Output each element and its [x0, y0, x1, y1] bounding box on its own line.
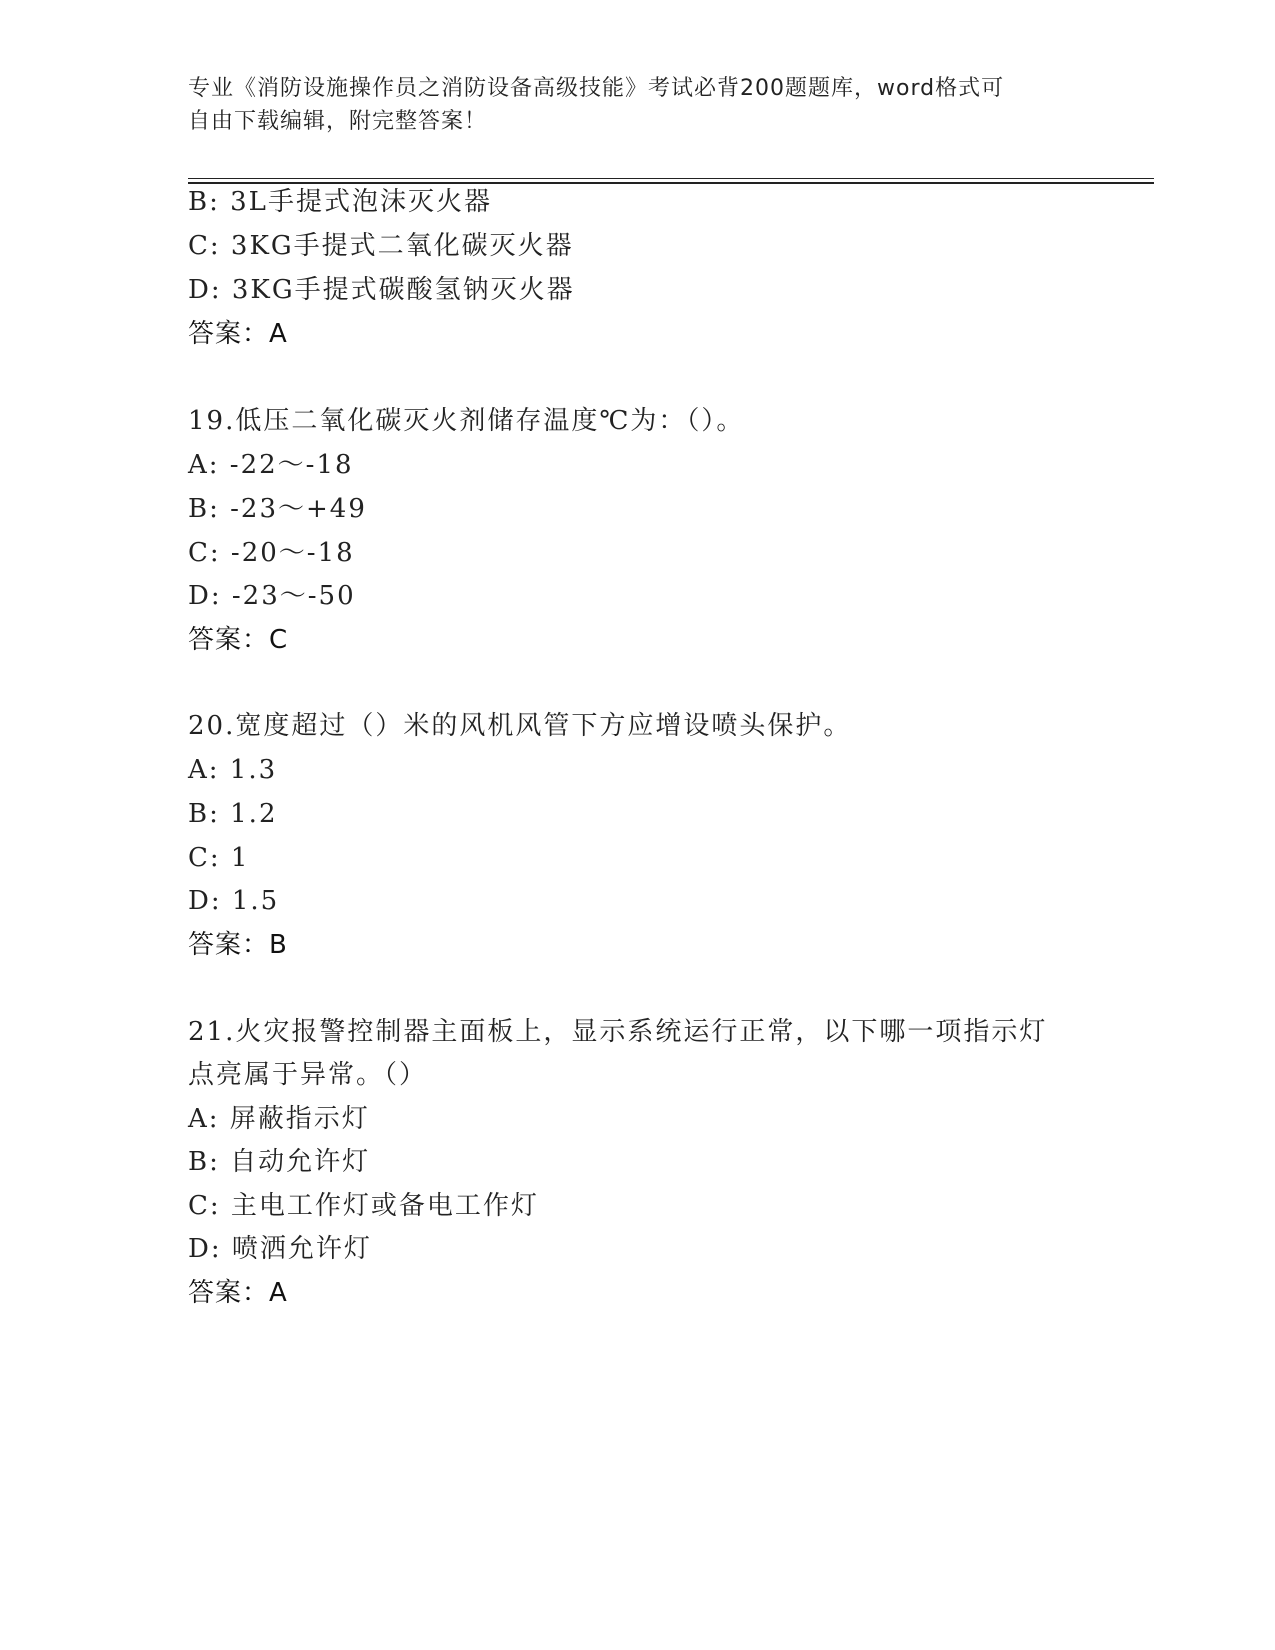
q19-option-b: B: -23～+49	[188, 494, 367, 524]
q21-option-c: C: 主电工作灯或备电工作灯	[188, 1191, 539, 1221]
q20-option-c: C: 1	[188, 843, 250, 873]
prev-answer: 答案：A	[188, 319, 288, 349]
q20-option-b: B: 1.2	[188, 799, 278, 829]
q20-question: 20.宽度超过（）米的风机风管下方应增设喷头保护。	[188, 711, 852, 741]
prev-option-c: C: 3KG手提式二氧化碳灭火器	[188, 231, 574, 261]
prev-option-d: D: 3KG手提式碳酸氢钠灭火器	[188, 275, 575, 305]
q21-question-line-2: 点亮属于异常。（）	[188, 1060, 428, 1090]
header-divider-thin	[188, 178, 1154, 179]
q19-option-d: D: -23～-50	[188, 581, 356, 611]
q19-option-a: A: -22～-18	[188, 450, 354, 480]
q21-option-b: B: 自动允许灯	[188, 1147, 371, 1177]
document-header	[188, 72, 1068, 138]
q21-answer: 答案：A	[188, 1278, 288, 1308]
q21-option-a: A: 屏蔽指示灯	[188, 1104, 370, 1134]
q20-option-d: D: 1.5	[188, 886, 280, 916]
q19-option-c: C: -20～-18	[188, 538, 355, 568]
header-line-2: 自由下载编辑，附完整答案！	[188, 109, 488, 134]
q20-answer: 答案：B	[188, 930, 288, 960]
q19-question: 19.低压二氧化碳灭火剂储存温度℃为：（）。	[188, 406, 745, 436]
prev-option-b: B: 3L手提式泡沫灭火器	[188, 187, 492, 217]
q21-option-d: D: 喷洒允许灯	[188, 1234, 372, 1264]
q21-question-line-1: 21.火灾报警控制器主面板上，显示系统运行正常，以下哪一项指示灯	[188, 1017, 1048, 1047]
q20-option-a: A: 1.3	[188, 755, 278, 785]
header-line-1: 专业《消防设施操作员之消防设备高级技能》考试必背200题题库，word格式可	[188, 76, 1005, 101]
q19-answer: 答案：C	[188, 625, 289, 655]
